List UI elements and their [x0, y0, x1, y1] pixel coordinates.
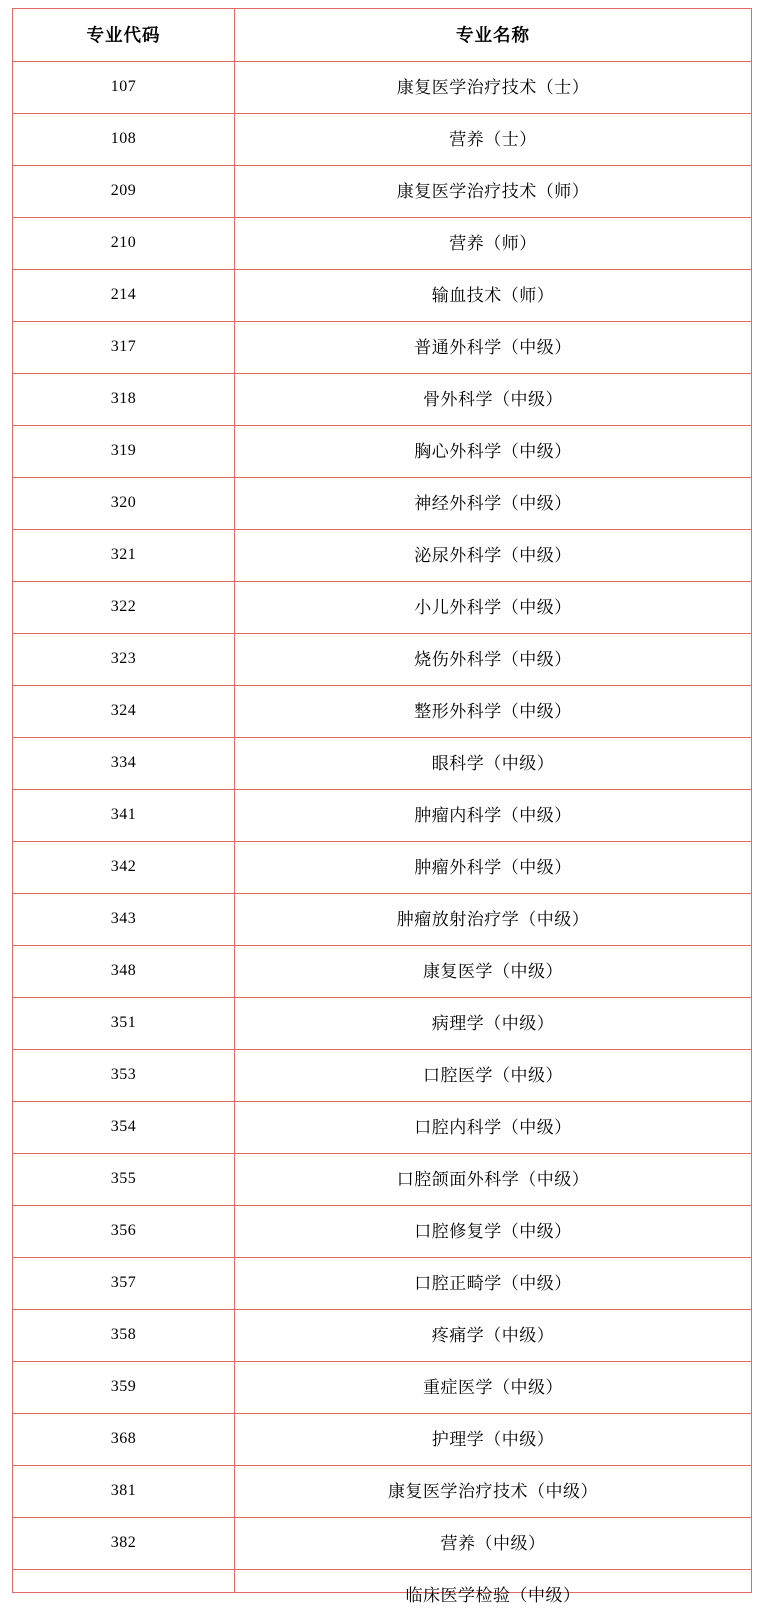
cell-name: 肿瘤外科学（中级） [235, 842, 752, 894]
cell-name: 疼痛学（中级） [235, 1310, 752, 1362]
column-header-name: 专业名称 [235, 9, 752, 62]
table-row [13, 426, 752, 478]
cell-code: 348 [13, 946, 235, 998]
cell-code: 210 [13, 218, 235, 270]
cell-code: 355 [13, 1154, 235, 1206]
table-row [13, 790, 752, 842]
cell-name: 康复医学治疗技术（中级） [235, 1466, 752, 1518]
cell-name: 输血技术（师） [235, 270, 752, 322]
cell-name: 小儿外科学（中级） [235, 582, 752, 634]
cell-name: 营养（中级） [235, 1518, 752, 1570]
table-header-row [13, 9, 752, 62]
cell-code: 319 [13, 426, 235, 478]
cell-code: 317 [13, 322, 235, 374]
cell-name: 神经外科学（中级） [235, 478, 752, 530]
cell-code: 108 [13, 114, 235, 166]
table-row [13, 1206, 752, 1258]
cell-code: 358 [13, 1310, 235, 1362]
cell-name: 整形外科学（中级） [235, 686, 752, 738]
table-row [13, 1154, 752, 1206]
table-row [13, 218, 752, 270]
table-row [13, 686, 752, 738]
table-row [13, 114, 752, 166]
cell-code: 351 [13, 998, 235, 1050]
cell-code: 381 [13, 1466, 235, 1518]
table-row [13, 166, 752, 218]
cell-name: 普通外科学（中级） [235, 322, 752, 374]
cell-name [235, 1570, 752, 1605]
cell-name: 烧伤外科学（中级） [235, 634, 752, 686]
cell-name: 胸心外科学（中级） [235, 426, 752, 478]
cell-name: 康复医学（中级） [235, 946, 752, 998]
table-row [13, 322, 752, 374]
cell-code: 107 [13, 62, 235, 114]
cell-name: 口腔内科学（中级） [235, 1102, 752, 1154]
table-row [13, 270, 752, 322]
cell-code: 214 [13, 270, 235, 322]
cell-name: 护理学（中级） [235, 1414, 752, 1466]
cell-code: 353 [13, 1050, 235, 1102]
cell-name: 骨外科学（中级） [235, 374, 752, 426]
table-row [13, 1518, 752, 1570]
table-row [13, 1258, 752, 1310]
table-row [13, 478, 752, 530]
cell-name: 肿瘤放射治疗学（中级） [235, 894, 752, 946]
table-row [13, 946, 752, 998]
cell-name: 病理学（中级） [235, 998, 752, 1050]
cell-code: 356 [13, 1206, 235, 1258]
cell-name: 营养（师） [235, 218, 752, 270]
cell-code: 354 [13, 1102, 235, 1154]
cell-code: 368 [13, 1414, 235, 1466]
specialty-code-table [12, 8, 752, 1605]
table-row [13, 1102, 752, 1154]
cell-name: 口腔颌面外科学（中级） [235, 1154, 752, 1206]
table-row [13, 62, 752, 114]
cell-code [13, 1570, 235, 1593]
cell-name: 重症医学（中级） [235, 1362, 752, 1414]
table-row [13, 634, 752, 686]
table-body [13, 62, 752, 1605]
cell-name: 营养（士） [235, 114, 752, 166]
table-row [13, 1362, 752, 1414]
cell-name: 康复医学治疗技术（士） [235, 62, 752, 114]
cell-code: 323 [13, 634, 235, 686]
cell-code: 343 [13, 894, 235, 946]
cell-code: 321 [13, 530, 235, 582]
cell-code: 209 [13, 166, 235, 218]
table-row [13, 842, 752, 894]
table-row [13, 998, 752, 1050]
table-header [13, 9, 752, 62]
table-row [13, 1414, 752, 1466]
cell-code: 359 [13, 1362, 235, 1414]
cell-code: 324 [13, 686, 235, 738]
table-row [13, 738, 752, 790]
cell-code: 318 [13, 374, 235, 426]
cell-code: 322 [13, 582, 235, 634]
table-row [13, 1310, 752, 1362]
cell-code: 382 [13, 1518, 235, 1570]
table-row-partial [13, 1570, 752, 1593]
column-header-code: 专业代码 [13, 9, 235, 62]
cell-code: 334 [13, 738, 235, 790]
table-row [13, 374, 752, 426]
cell-code: 320 [13, 478, 235, 530]
cell-name: 眼科学（中级） [235, 738, 752, 790]
table-row [13, 1050, 752, 1102]
cell-name: 泌尿外科学（中级） [235, 530, 752, 582]
cell-name-text: 临床医学检验（中级） [405, 1586, 581, 1605]
cell-name: 口腔正畸学（中级） [235, 1258, 752, 1310]
cell-name: 口腔修复学（中级） [235, 1206, 752, 1258]
table-row [13, 894, 752, 946]
cell-code: 341 [13, 790, 235, 842]
cell-code: 357 [13, 1258, 235, 1310]
table-row [13, 1466, 752, 1518]
table-row [13, 582, 752, 634]
cell-name: 康复医学治疗技术（师） [235, 166, 752, 218]
cell-code-text [13, 1570, 234, 1621]
cell-name: 肿瘤内科学（中级） [235, 790, 752, 842]
table-row [13, 530, 752, 582]
cell-code: 342 [13, 842, 235, 894]
cell-name: 口腔医学（中级） [235, 1050, 752, 1102]
